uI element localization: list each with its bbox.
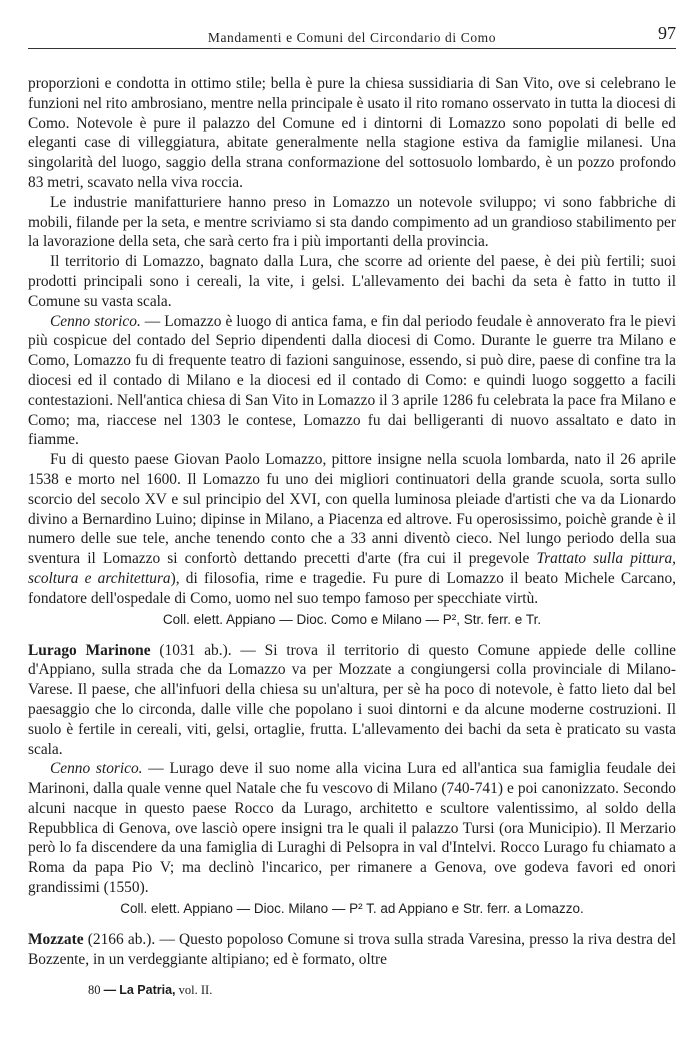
history-text: — Lurago deve il suo nome alla vicina Lura ed all'antica sua famiglia feudale dei Marinoni, dalla quale venne quel Natale che fu vescovo di Milano (740-741) e poi canonizzato. Secondo alcuni nacque in questo paese Rocco da Lurago, architetto e scultore valentissimo, al soldo della Repubblica di Genova, ove lasciò opere insigni tra le quali il palazzo Tursi (ora Municipio). Il Merzario però lo fa discendere da una famiglia di Luraghi di Pelsopra in val d'Intelvi. Rocco Lurago fu chiamato a Roma da papa Pio V; ma declinò l'incarico, per rimanere a Genova, ove godeva favori ed onori grandissimi (1550).: [28, 760, 676, 897]
painter-text-after: ), di filosofia, rime e tragedie. Fu pure di Lomazzo il beato Michele Carcano, fondatore dell'ospedale di Como, uomo nel suo tempo famoso per specchiate virtù.: [28, 569, 676, 607]
history-label: Cenno storico.: [50, 760, 143, 778]
entry-title: Lurago Marinone: [28, 641, 151, 659]
painter-text-before: Fu di questo paese Giovan Paolo Lomazzo, pittore insigne nella scuola lombarda, nato il 26 aprile 1538 e morto nel 1600. Il Lomazzo fu uno dei migliori continuatori della grande scuola, sorta sullo scorcio del secolo XV e sul principio del XVI, con quella luminosa pleiade d'artisti che va da Lionardo divino a Bernardino Luino; dipinse in Milano, a Piacenza ed altrove. Fu operosissimo, poichè grande è il numero delle sue tele, anche tenendo conto che a 33 anni diventò cieco. Nel lungo periodo della sua sventura il Lomazzo si confortò dettando precetti d'arte (fra cui il pregevole: [28, 451, 676, 568]
entry-text: (1031 ab.). — Si trova il territorio di questo Comune appiede delle colline d'Appiano, sulla strada che da Lomazzo va per Mozzate a congiungersi colla provinciale di Milano-Varese. Il paese, che all'infuori della chiesa su un'altura, per sè ha poco di notevole, è fatto lieto dal bel paesaggio che lo circonda, dalle ville che popolano i suoi dintorni e da alcune moderne costruzioni. Il suolo è fertile in cereali, viti, gelsi, ortaglie, frutta. L'allevamento dei bachi da seta è praticato su vasta scala.: [28, 641, 676, 758]
paragraph-industries: Le industrie manifatturiere hanno preso in Lomazzo un notevole sviluppo; vi sono fabbriche di mobili, filande per la seta, e mentre scriviamo si sta dando compimento ad un grandioso stabilimento per la lavorazione della seta, che sarà certo fra i più importanti della provincia.: [28, 193, 676, 251]
history-text: — Lomazzo è luogo di antica fama, e fin dal periodo feudale è annoverato fra le pievi più cospicue del contado del Seprio dipendenti dalla diocesi di Como. Durante le guerre tra Milano e Como, Lomazzo fu di frequente teatro di fazioni sanguinose, essendo, si può dire, paese di confine tra la diocesi ed il contado di Milano e la diocesi ed il contado di Como: e quindi luogo soggetto a facili contestazioni. Nell'antica chiesa di San Vito in Lomazzo il 3 aprile 1286 fu celebrata la pace fra Milano e Como; ma, riaccese nel 1303 le contese, Lomazzo fu dai belligeranti di nuovo assaltato e dato in fiamme.: [28, 312, 676, 449]
treatise-title: Trattato sulla pittura, scoltura e architettura: [28, 550, 676, 587]
page-header: [28, 23, 676, 49]
paragraph-history-lomazzo: [28, 312, 676, 451]
running-title: Mandamenti e Comuni del Circondario di Como: [207, 30, 497, 45]
paragraph-territory: Il territorio di Lomazzo, bagnato dalla Lura, che scorre ad oriente del paese, è dei più fertili; suoi prodotti principali sono i cereali, la vite, i gelsi. L'allevamento dei bachi da seta è fatto in tutto il Comune su vasta scala.: [28, 253, 676, 310]
entry-title: Mozzate: [28, 930, 84, 948]
paragraph-continuation: proporzioni e condotta in ottimo stile; bella è pure la chiesa sussidiaria di San Vito, ove si celebrano le funzioni nel rito ambrosiano, mentre nella principale è usato il rito romano osservato in tutta la diocesi di Como. Notevole è pure il palazzo del Comune ed i dintorni di Lomazzo sono popolati di belle ed eleganti case di villeggiatura, abitate generalmente nella stagione estiva da famiglie milanesi. Una singolarità del luogo, saggio della strana conformazione del sottosuolo lombardo, è un pozzo profondo 83 metri, scavato nella viva roccia.: [28, 75, 676, 191]
page-number: 97: [658, 23, 676, 43]
reference-line-lurago: Coll. elett. Appiano — Dioc. Milano — P² T. ad Appiano e Str. ferr. a Lomazzo.: [120, 900, 584, 916]
page-footer: [28, 981, 676, 1001]
document-page: [28, 23, 676, 1001]
signature-number: 80: [88, 983, 101, 998]
reference-line-lomazzo: Coll. elett. Appiano — Dioc. Como e Milano — P², Str. ferr. e Tr.: [162, 611, 542, 627]
paragraph-lomazzo-painter: [28, 450, 676, 608]
entry-lurago-marinone: [28, 641, 676, 760]
footer-dash: —: [103, 983, 117, 998]
history-label: Cenno storico.: [50, 312, 141, 330]
volume-label: vol. II.: [178, 983, 213, 998]
page-body: [28, 74, 676, 969]
publication-title: La Patria,: [119, 983, 176, 998]
paragraph-history-lurago: [28, 759, 676, 898]
entry-text: (2166 ab.). — Questo popoloso Comune si trova sulla strada Varesina, presso la riva destra del Bozzente, in un verdeggiante altipiano; ed è formato, oltre: [28, 930, 676, 968]
entry-mozzate: [28, 930, 676, 970]
